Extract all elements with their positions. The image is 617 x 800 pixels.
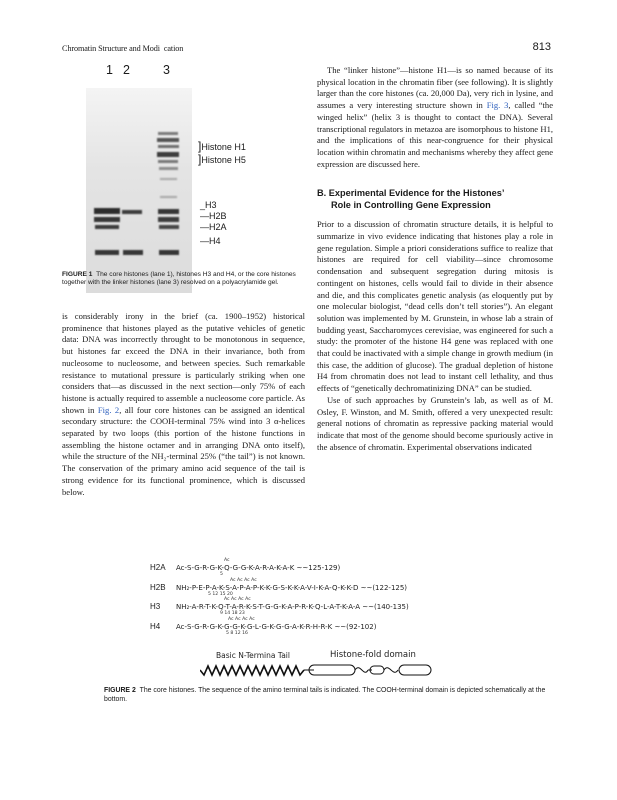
figure1-caption-label: FIGURE 1 (62, 271, 93, 278)
h2a-marks: Ac (224, 558, 230, 563)
h4-name: H4 (150, 622, 161, 631)
h2b-name: H2B (150, 583, 166, 592)
h3-positions: 9 14 18 23 (220, 611, 245, 616)
h3-sequence: NH₂-A-R-T-K-Q-T-A-R-K-S-T-G-G-K-A-P-R-K-Q-L-A-T-K-A-A ~~(140-135) (176, 603, 409, 611)
h4-positions: 5 8 12 16 (226, 631, 248, 636)
right-paragraph-3: Use of such approaches by Grunstein’s lab, as well as of M. Osley, F. Winston, and M. Smith, offered a very unexpected result: general notions of chromatin as repressive packing material would indicate that most of the genome should become spuriously active in the absence of chromatin. Experimental observations indicated (317, 394, 553, 452)
h3-name: H3 (150, 602, 161, 611)
tail-zigzag (200, 666, 304, 675)
fold-helix-3 (399, 665, 431, 675)
right-paragraph-1: The “linker histone”—histone H1—is so named because of its physical location in the chromatin fiber (see following). It is slightly larger than the core histones (ca. 20,000 Da), very rich in lysine, and assumes a very interesting structure shown in Fig. 3, called “the winged helix” (helix 3 is thought to contact the DNA). Several transcriptional regulators in metazoa are isomorphous to histone H1, and the implications of this near-congruence for their physical location within chromatin and mechanisms whereby they affect gene expression are discussed here. (317, 65, 553, 169)
figure1-caption (62, 271, 306, 288)
tail-label: Basic N-Termina Tail (216, 651, 290, 660)
left-column (62, 311, 305, 498)
h2a-name: H2A (150, 563, 166, 572)
lane-labels (0, 63, 300, 83)
h4-sequence: Ac-S-G-R-G-K-G-G-K-G-L-G-K-G-G-A-K-R-H-R-K ~~(92-102) (176, 623, 377, 631)
fig3-link[interactable]: Fig. 3 (486, 100, 509, 111)
band-label-h2a: —H2A (200, 222, 227, 232)
section-heading: B. Experimental Evidence for the Histones’ Role in Controlling Gene Expression (317, 188, 505, 211)
right-paragraph-2: Prior to a discussion of chromatin structure details, it is helpful to summarize in vivo evidence indicating that histones play a role in gene regulation. Simple a priori considerations suffice to realize that histones are required for cell viability—since chromosome condensation and subsequent segregation during mitosis is contingent on histones, cells would fail to divide in their absence and die, and this complicates genetic analysis (as eloquently put by one molecular biologist, “dead cells don’t tell stories”). An elegant solution was implemented by M. Grunstein, in whose lab a strain of budding yeast, Saccharomyces cerevisiae, was engineered for such a study: the promoter of the histone H4 gene was replaced with one that could be inactivated with a simple change in growth medium (in this case, the addition of glucose). The gradual depletion of histone H4 from chromatin does not lead to instant cell lethality, and thus effects of “genetically dechromatinizing DNA” can be studied. (317, 219, 553, 394)
band-label-h3: _H3 (200, 200, 217, 210)
figure2-caption-label: FIGURE 2 (104, 687, 136, 694)
figure2-caption (104, 686, 549, 704)
band-label-histone-h1: ]Histone H1 (198, 139, 246, 153)
figure2-caption-text: The core histones. The sequence of the amino terminal tails is indicated. The COOH-terminal domain is depicted schematically at the bottom. (104, 687, 546, 703)
lane-label-3: 3 (163, 63, 170, 77)
band-label-h4: —H4 (200, 236, 221, 246)
h2b-positions: 5 12 15 20 (208, 592, 233, 597)
fold-loop-1 (355, 668, 368, 673)
fold-helix-2 (368, 666, 384, 674)
fold-label: Histone-fold domain (330, 650, 416, 660)
right-column (317, 65, 553, 453)
h2a-sequence: Ac-S-G-R-G-K-Q-G-G-K-A-R-A-K-A-K ~~125-129) (176, 564, 341, 572)
running-title: Chromatin Structure and Modi cation (62, 44, 184, 53)
fold-helix-1 (304, 665, 355, 675)
lane-label-2: 2 (123, 63, 130, 77)
fig2-link[interactable]: Fig. 2 (97, 404, 120, 415)
lane-label-1: 1 (106, 63, 113, 77)
band-label-histone-h5: ]Histone H5 (198, 152, 246, 166)
h3-marks: Ac Ac Ac Ac (224, 597, 251, 602)
fold-loop-2 (384, 668, 398, 673)
page-number: 813 (532, 41, 551, 53)
h2b-sequence: NH₂-P-E-P-A-K-S-A-P-A-P-K-K-G-S-K-K-A-V-I-K-A-Q-K-K-D ~~(122-125) (176, 584, 408, 592)
gel-image (86, 88, 192, 293)
h2b-marks: Ac Ac Ac Ac (230, 578, 257, 583)
left-paragraph-1: is considerably irony in the brief (ca. 1900–1952) historical prominence that histones played as the putative vehicles of genetic data: DNA was incorrectly throught to be monotonous in sequence, but histones far exceed the DNA in their invariance, both from nucleosome to nucleosome, and between species. Such remarkable resistance to mutational pressure is particularly striking when one considers that—as discussed in the next section—only 75% of each histone is actually required to assemble a nucleosome core particle. As shown in Fig. 2, all four core histones can be assigned an identical secondary structure: the COOH-terminal 75% wind into 3 α-helices separated by two loops (this portion of the histone functions in assembling the histone octamer and in arranging DNA onto itself), while the structure of the NH₂-terminal 25% (“the tail”) is not known. The conservation of the primary amino acid sequence of the tail is strong evidence for its functional prominence, which is discussed below. (62, 311, 305, 497)
figure2-schematic (200, 660, 440, 682)
h2a-positions: 5 (220, 572, 223, 577)
figure1-caption-text: The core histones (lane 1), histones H3 and H4, or the core histones together with the linker histones (lane 3) resolved on a polyacrylamide gel. (62, 271, 296, 287)
figure2-sequences (150, 556, 500, 636)
h4-marks: Ac Ac Ac Ac (228, 617, 255, 622)
band-label-h2b: —H2B (200, 211, 227, 221)
